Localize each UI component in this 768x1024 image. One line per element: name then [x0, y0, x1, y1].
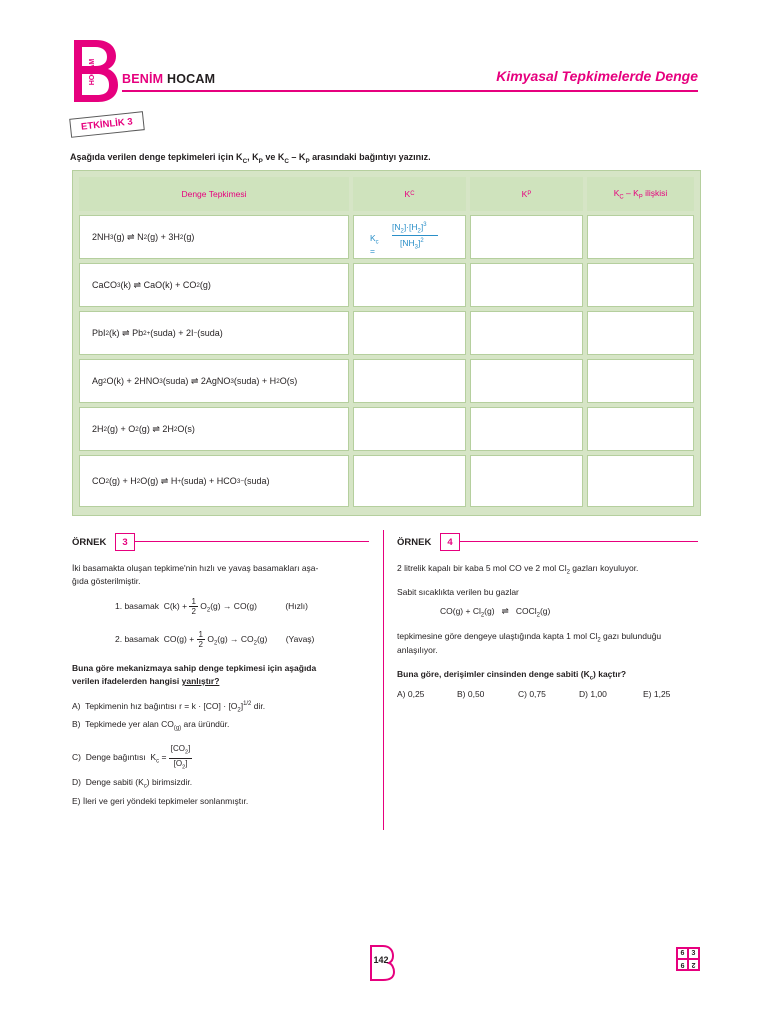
- step1-label: 1. basamak: [115, 600, 159, 611]
- kc-fraction: $\frac{[CO_2]}{[O_2]}$: [170, 744, 191, 771]
- example4-line4: anlaşılıyor.: [397, 645, 438, 655]
- option-b[interactable]: B) 0,50: [457, 689, 485, 699]
- instr-d: P: [258, 157, 263, 165]
- kc-cell[interactable]: [353, 407, 466, 451]
- step2-left: CO(g) +: [163, 633, 195, 644]
- relation-cell[interactable]: [587, 311, 694, 355]
- svg-text:HOCAM: HOCAM: [89, 58, 96, 86]
- example3-intro: [72, 562, 372, 588]
- table-row-reaction: PbI 2 (k) ⇌ Pb 2+ (suda) + 2I − (suda): [79, 311, 349, 355]
- option-c[interactable]: C) Denge bağıntısı $K_c$ = $\frac{[CO_2]}{[O_2]}$: [72, 744, 191, 771]
- example4-number: 4: [440, 533, 460, 551]
- instruction-text: [70, 152, 431, 165]
- instr-b: C: [242, 157, 248, 165]
- example4-question: Buna göre, derişimler cinsinden denge sabiti $(K_c)$ kaçtır?: [397, 669, 627, 682]
- instr-c: , K: [247, 152, 259, 162]
- header-relation: $K_C - K_P$ ilişkisi: [587, 177, 694, 211]
- intro-line2: ğıda gösterilmiştir.: [72, 576, 141, 586]
- kc-cell[interactable]: [353, 311, 466, 355]
- step2-label: 2. basamak: [115, 633, 159, 644]
- instr-i: arasındaki bağıntıyı yazınız.: [309, 152, 431, 162]
- step2-tag: (Yavaş): [285, 633, 315, 644]
- option-d[interactable]: D) Denge sabiti $(K_c)$ birimsizdir.: [72, 777, 193, 790]
- example3-label: ÖRNEK: [72, 537, 107, 548]
- table-row-reaction: 2NH 3 (g) ⇌ N 2 (g) + 3H 2 (g): [79, 215, 349, 259]
- corner-cell: 2: [688, 959, 699, 970]
- corner-cell: 3: [688, 948, 699, 959]
- relation-cell[interactable]: [587, 455, 694, 507]
- option-c[interactable]: C) 0,75: [518, 689, 546, 699]
- step1: 1. basamak C(k) + $\frac{1}{2}$ $O_2(g) \to CO(g)$ (Hızlı): [115, 597, 308, 616]
- brand-logo: [70, 38, 120, 104]
- option-d[interactable]: D) 1,00: [579, 689, 607, 699]
- instr-f: C: [284, 157, 289, 165]
- half-fraction: $\frac{1}{2}$: [191, 597, 196, 616]
- kc-cell[interactable]: [353, 359, 466, 403]
- example4-line1: 2 litrelik kapalı bir kaba 5 mol CO ve 2 mol $Cl_2$ gazları koyuluyor.: [397, 563, 639, 576]
- header-reaction: Denge Tepkimesi: [79, 177, 349, 211]
- brand-name: [122, 72, 215, 86]
- kp-cell[interactable]: [470, 359, 583, 403]
- corner-code: [676, 947, 700, 971]
- table-row-reaction: CO 2 (g) + H 2 O(g) ⇌ H + (suda) + HCO 3 − (suda): [79, 455, 349, 507]
- step2: 2. basamak CO(g) + $\frac{1}{2}$ $O_2(g) \to CO_2(g)$ (Yavaş): [115, 630, 315, 649]
- option-e[interactable]: E) 1,25: [643, 689, 671, 699]
- kc-cell[interactable]: [353, 263, 466, 307]
- instr-a: Aşağıda verilen denge tepkimeleri için K: [70, 152, 243, 162]
- kp-cell[interactable]: [470, 455, 583, 507]
- kc-cell[interactable]: $K_c$ = $[N_2]\cdot[H_2]^3$ $[NH_3]^2$: [353, 215, 466, 259]
- header-kp: K P: [470, 177, 583, 211]
- header-divider: [122, 90, 698, 92]
- example3-number: 3: [115, 533, 135, 551]
- example4-equation: $CO(g) + Cl_2(g)$ ⇌ COCl$_2$(g): [440, 606, 551, 619]
- relation-cell[interactable]: [587, 407, 694, 451]
- activity-label: ETKİNLİK 3: [69, 111, 144, 138]
- relation-cell[interactable]: [587, 215, 694, 259]
- kp-cell[interactable]: [470, 263, 583, 307]
- table-row-reaction: CaCO 3 (k) ⇌ CaO(k) + CO 2 (g): [79, 263, 349, 307]
- option-b[interactable]: B) Tepkimede yer alan $CO_{(g)}$ ara üründür.: [72, 719, 230, 732]
- example3-line: [135, 541, 369, 542]
- example4-label: ÖRNEK: [397, 537, 432, 548]
- option-e[interactable]: E) İleri ve geri yöndeki tepkimeler sonlanmıştır.: [72, 796, 249, 806]
- kp-cell[interactable]: [470, 407, 583, 451]
- equilibrium-table: [72, 170, 701, 516]
- example4-line2: Sabit sıcaklıkta verilen bu gazlar: [397, 587, 519, 597]
- corner-cell: 9: [677, 959, 688, 970]
- option-a[interactable]: A) Tepkimenin hız bağıntısı $r = k \cdot [CO] \cdot [O_2]^{1/2}$ dir.: [72, 700, 266, 714]
- brand-part2: HOCAM: [166, 72, 216, 86]
- instr-h: P: [305, 157, 310, 165]
- brand-part1: BENİM: [122, 72, 164, 86]
- half-fraction: $\frac{1}{2}$: [198, 630, 203, 649]
- table-row-reaction: 2H 2 (g) + O 2 (g) ⇌ 2H 2 O(s): [79, 407, 349, 451]
- example4-line: [460, 541, 698, 542]
- corner-cell: 6: [677, 948, 688, 959]
- table-row-reaction: Ag 2 O(k) + 2HNO 3 (suda) ⇌ 2AgNO 3 (suda) + H 2 O(s): [79, 359, 349, 403]
- page-number: 142: [373, 955, 389, 965]
- instr-e: ve K: [262, 152, 285, 162]
- question-emphasis: yanlıştır?: [181, 676, 220, 686]
- kc-cell[interactable]: [353, 455, 466, 507]
- column-divider: [383, 530, 384, 830]
- question-line1: Buna göre mekanizmaya sahip denge tepkimesi için aşağıda: [72, 663, 317, 673]
- kp-cell[interactable]: [470, 215, 583, 259]
- relation-cell[interactable]: [587, 359, 694, 403]
- header-kc-text: K: [404, 189, 411, 199]
- question-line2: verilen ifadelerden hangisi: [72, 676, 180, 686]
- example4-line3: tepkimesine göre dengeye ulaştığında kapta 1 mol $Cl_2$ gazı bulunduğu: [397, 631, 662, 644]
- step1-tag: (Hızlı): [285, 600, 308, 611]
- kp-cell[interactable]: [470, 311, 583, 355]
- header-kp-text: K: [521, 189, 528, 199]
- instr-g: – K: [288, 152, 306, 162]
- relation-cell[interactable]: [587, 263, 694, 307]
- intro-line1: İki basamakta oluşan tepkime'nin hızlı ve yavaş basamakları aşa-: [72, 563, 319, 573]
- chapter-title: Kimyasal Tepkimelerde Denge: [496, 68, 698, 84]
- header-kc: K C: [353, 177, 466, 211]
- activity-badge: [70, 114, 144, 134]
- step1-left: C(k) +: [163, 600, 188, 611]
- option-a[interactable]: A) 0,25: [397, 689, 425, 699]
- example3-question: [72, 662, 372, 688]
